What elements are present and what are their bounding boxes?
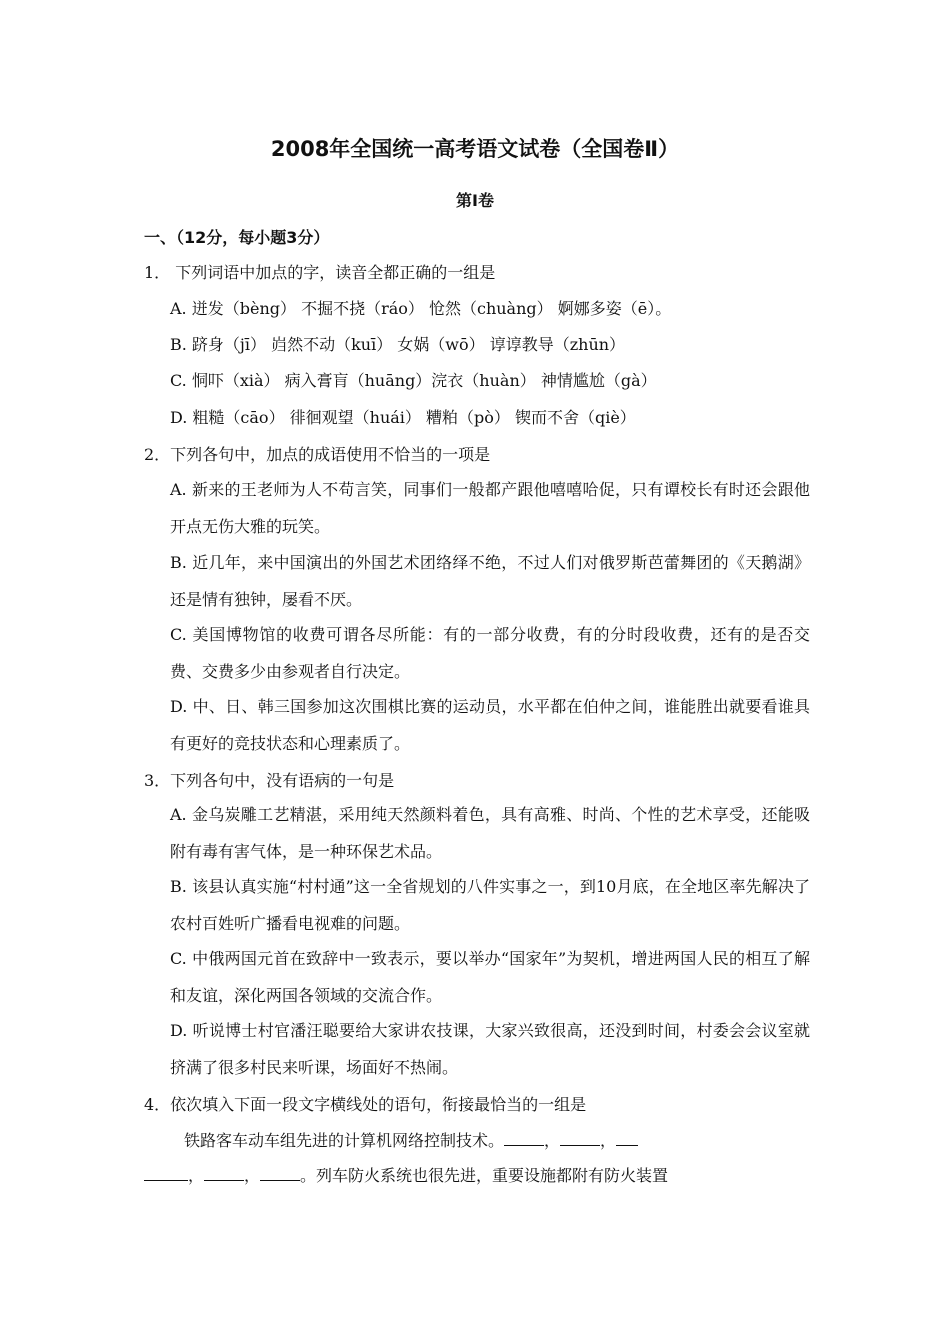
question-1-stem: 1． 下列词语中加点的字，读音全都正确的一组是 [144, 263, 496, 282]
question-3-option-a: A. 金乌炭雕工艺精湛，采用纯天然颜料着色，具有高雅、时尚、个性的艺术享受，还能吸附有毒有害气体，是一种环保艺术品。 [170, 805, 810, 861]
question-1-option-c: C. 恫吓（xià） 病入膏肓（huāng）浣衣（huàn） 神情尴尬（gà） [170, 371, 657, 390]
page-title: 2008年全国统一高考语文试卷（全国卷Ⅱ） [270, 137, 680, 161]
question-2-option-d: D. 中、日、韩三国参加这次围棋比赛的运动员，水平都在伯仲之间，谁能胜出就要看谁具有更好的竞技状态和心理素质了。 [170, 697, 810, 753]
question-2-option-b: B. 近几年，来中国演出的外国艺术团络绎不绝，不过人们对俄罗斯芭蕾舞团的《天鹅湖》还是情有独钟，屡看不厌。 [170, 553, 810, 609]
comma: ， [544, 1131, 561, 1150]
question-3-option-d: D. 听说博士村官潘汪聪要给大家讲农技课，大家兴致很高，还没到时间，村委会会议室就挤满了很多村民来听课，场面好不热闹。 [170, 1021, 810, 1077]
question-4-passage-line-2 [144, 1163, 668, 1186]
question-1-option-b: B. 跻身（jī） 岿然不动（kuī） 女娲（wō） 谆谆教导（zhūn） [170, 335, 626, 354]
question-2-stem: 2．下列各句中，加点的成语使用不恰当的一项是 [144, 445, 491, 464]
volume-heading: 第I卷 [456, 191, 494, 210]
comma: ， [188, 1166, 205, 1185]
blank-1 [504, 1131, 544, 1146]
passage-text: 铁路客车动车组先进的计算机网络控制技术。 [184, 1131, 505, 1150]
comma: ， [244, 1166, 261, 1185]
question-3-stem: 3．下列各句中，没有语病的一句是 [144, 771, 395, 790]
question-4-stem: 4．依次填入下面一段文字横线处的语句，衔接最恰当的一组是 [144, 1095, 587, 1114]
blank-4 [204, 1166, 244, 1181]
comma: ， [600, 1131, 617, 1150]
question-1-option-d: D. 粗糙（cāo） 徘徊观望（huái） 糟粕（pò） 锲而不舍（qiè） [170, 408, 636, 427]
blank-3-end [144, 1166, 188, 1181]
section-heading: 一、（12分，每小题3分） [144, 228, 330, 247]
question-3-option-c: C. 中俄两国元首在致辞中一致表示，要以举办“国家年”为契机，增进两国人民的相互了解和友谊，深化两国各领域的交流合作。 [170, 949, 810, 1005]
blank-3-start [616, 1131, 638, 1146]
period: 。 [300, 1166, 317, 1185]
question-3-option-b: B. 该县认真实施“村村通”这一全省规划的八件实事之一，到10月底，在全地区率先解决了农村百姓听广播看电视难的问题。 [170, 877, 810, 933]
blank-2 [560, 1131, 600, 1146]
passage-text: 列车防火系统也很先进，重要设施都附有防火装置 [316, 1166, 669, 1185]
question-4-passage-line-1 [184, 1128, 638, 1151]
question-1-option-a: A. 迸发（bèng） 不掘不挠（ráo） 怆然（chuàng） 婀娜多姿（ē）。 [170, 299, 672, 318]
question-2-option-a: A. 新来的王老师为人不苟言笑，同事们一般都产跟他嘻嘻哈促，只有谭校长有时还会跟他开点无伤大雅的玩笑。 [170, 480, 810, 536]
blank-5 [260, 1166, 300, 1181]
question-2-option-c: C. 美国博物馆的收费可谓各尽所能：有的一部分收费，有的分时段收费，还有的是否交费、交费多少由参观者自行决定。 [170, 625, 810, 681]
